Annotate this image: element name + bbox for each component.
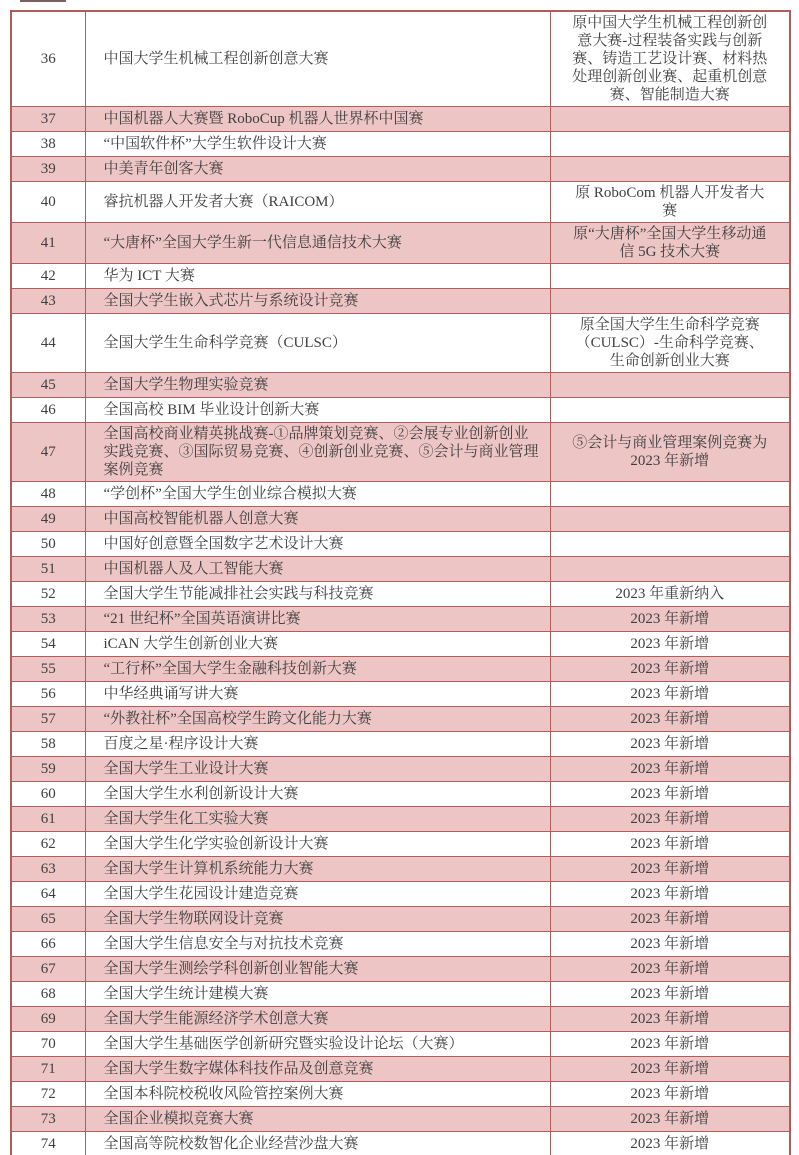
row-note: 2023 年新增 — [550, 607, 790, 632]
row-number: 44 — [11, 314, 85, 373]
table-row — [11, 957, 790, 982]
row-note — [550, 398, 790, 423]
row-note: 2023 年新增 — [550, 1032, 790, 1057]
competition-name: 全国大学生基础医学创新研究暨实验设计论坛（大赛） — [85, 1032, 550, 1057]
row-note: 2023 年新增 — [550, 632, 790, 657]
competition-name: iCAN 大学生创新创业大赛 — [85, 632, 550, 657]
table-body — [11, 11, 790, 1155]
table-row — [11, 582, 790, 607]
table-row — [11, 882, 790, 907]
row-number: 43 — [11, 289, 85, 314]
row-note: 2023 年新增 — [550, 682, 790, 707]
table-row — [11, 423, 790, 482]
competition-name: 全国高等院校数智化企业经营沙盘大赛 — [85, 1132, 550, 1155]
competition-name: 全国高校 BIM 毕业设计创新大赛 — [85, 398, 550, 423]
row-number: 71 — [11, 1057, 85, 1082]
row-number: 69 — [11, 1007, 85, 1032]
row-number: 56 — [11, 682, 85, 707]
table-row — [11, 682, 790, 707]
table-row — [11, 732, 790, 757]
table-row — [11, 107, 790, 132]
row-note: 2023 年重新纳入 — [550, 582, 790, 607]
row-number: 62 — [11, 832, 85, 857]
row-number: 49 — [11, 507, 85, 532]
row-note — [550, 507, 790, 532]
row-number: 53 — [11, 607, 85, 632]
row-number: 65 — [11, 907, 85, 932]
row-number: 74 — [11, 1132, 85, 1155]
row-number: 61 — [11, 807, 85, 832]
competition-name: 华为 ICT 大赛 — [85, 264, 550, 289]
table-row — [11, 532, 790, 557]
row-note: 2023 年新增 — [550, 832, 790, 857]
table-row — [11, 182, 790, 223]
competition-name: 中国好创意暨全国数字艺术设计大赛 — [85, 532, 550, 557]
competition-name: 全国大学生水利创新设计大赛 — [85, 782, 550, 807]
competition-name: 全国大学生工业设计大赛 — [85, 757, 550, 782]
table-row — [11, 632, 790, 657]
competition-name: 全国大学生嵌入式芯片与系统设计竞赛 — [85, 289, 550, 314]
competition-name: 全国高校商业精英挑战赛-①品牌策划竞赛、②会展专业创新创业实践竞赛、③国际贸易竞赛、④创新创业竞赛、⑤会计与商业管理案例竞赛 — [85, 423, 550, 482]
table-row — [11, 1057, 790, 1082]
row-note — [550, 107, 790, 132]
row-number: 45 — [11, 373, 85, 398]
row-note — [550, 532, 790, 557]
competition-name: “工行杯”全国大学生金融科技创新大赛 — [85, 657, 550, 682]
row-number: 59 — [11, 757, 85, 782]
competition-name: 全国大学生物理实验竞赛 — [85, 373, 550, 398]
competition-name: 中国机器人及人工智能大赛 — [85, 557, 550, 582]
table-row — [11, 223, 790, 264]
competition-name: 全国大学生计算机系统能力大赛 — [85, 857, 550, 882]
competition-name: 中美青年创客大赛 — [85, 157, 550, 182]
row-number: 57 — [11, 707, 85, 732]
row-number: 40 — [11, 182, 85, 223]
row-note — [550, 264, 790, 289]
competition-name: 中国高校智能机器人创意大赛 — [85, 507, 550, 532]
row-note: 2023 年新增 — [550, 807, 790, 832]
row-note: 2023 年新增 — [550, 1007, 790, 1032]
table-row — [11, 1007, 790, 1032]
row-number: 63 — [11, 857, 85, 882]
table-row — [11, 132, 790, 157]
row-note: 2023 年新增 — [550, 982, 790, 1007]
row-note — [550, 157, 790, 182]
row-note: 2023 年新增 — [550, 882, 790, 907]
row-number: 64 — [11, 882, 85, 907]
competition-name: 睿抗机器人开发者大赛（RAICOM） — [85, 182, 550, 223]
row-number: 66 — [11, 932, 85, 957]
competition-name: 中国机器人大赛暨 RoboCup 机器人世界杯中国赛 — [85, 107, 550, 132]
competition-name: 中国大学生机械工程创新创意大赛 — [85, 11, 550, 107]
row-number: 47 — [11, 423, 85, 482]
row-note: 2023 年新增 — [550, 1132, 790, 1155]
row-number: 73 — [11, 1107, 85, 1132]
row-number: 60 — [11, 782, 85, 807]
row-number: 54 — [11, 632, 85, 657]
row-number: 55 — [11, 657, 85, 682]
competition-name: “外教社杯”全国高校学生跨文化能力大赛 — [85, 707, 550, 732]
crop-artifact-line — [20, 0, 66, 2]
competition-name: 全国大学生化学实验创新设计大赛 — [85, 832, 550, 857]
row-note: 2023 年新增 — [550, 857, 790, 882]
row-number: 50 — [11, 532, 85, 557]
table-row — [11, 707, 790, 732]
competition-name: 全国大学生生命科学竞赛（CULSC） — [85, 314, 550, 373]
competition-name: 百度之星·程序设计大赛 — [85, 732, 550, 757]
row-note: 2023 年新增 — [550, 657, 790, 682]
row-note: 2023 年新增 — [550, 1107, 790, 1132]
row-note: 2023 年新增 — [550, 1057, 790, 1082]
competition-name: “大唐杯”全国大学生新一代信息通信技术大赛 — [85, 223, 550, 264]
row-number: 38 — [11, 132, 85, 157]
row-number: 39 — [11, 157, 85, 182]
competition-name: 中华经典诵写讲大赛 — [85, 682, 550, 707]
competition-name: 全国企业模拟竞赛大赛 — [85, 1107, 550, 1132]
row-note: 2023 年新增 — [550, 732, 790, 757]
table-row — [11, 807, 790, 832]
row-note — [550, 373, 790, 398]
row-number: 41 — [11, 223, 85, 264]
row-number: 51 — [11, 557, 85, 582]
table-row — [11, 832, 790, 857]
row-note: 2023 年新增 — [550, 932, 790, 957]
competition-name: 全国本科院校税收风险管控案例大赛 — [85, 1082, 550, 1107]
row-note — [550, 132, 790, 157]
row-note: 原“大唐杯”全国大学生移动通信 5G 技术大赛 — [550, 223, 790, 264]
competition-name: “学创杯”全国大学生创业综合模拟大赛 — [85, 482, 550, 507]
row-number: 36 — [11, 11, 85, 107]
table-row — [11, 607, 790, 632]
row-number: 46 — [11, 398, 85, 423]
row-note: 2023 年新增 — [550, 782, 790, 807]
row-note: ⑤会计与商业管理案例竞赛为 2023 年新增 — [550, 423, 790, 482]
row-note: 2023 年新增 — [550, 907, 790, 932]
row-note: 2023 年新增 — [550, 957, 790, 982]
row-note: 原全国大学生生命科学竞赛（CULSC）-生命科学竞赛、生命创新创业大赛 — [550, 314, 790, 373]
row-number: 70 — [11, 1032, 85, 1057]
competition-name: “21 世纪杯”全国英语演讲比赛 — [85, 607, 550, 632]
row-note: 2023 年新增 — [550, 707, 790, 732]
table-row — [11, 982, 790, 1007]
table-row — [11, 1107, 790, 1132]
row-note — [550, 557, 790, 582]
competition-name: 全国大学生节能减排社会实践与科技竞赛 — [85, 582, 550, 607]
table-row — [11, 482, 790, 507]
row-number: 58 — [11, 732, 85, 757]
row-number: 48 — [11, 482, 85, 507]
row-note: 原 RoboCom 机器人开发者大赛 — [550, 182, 790, 223]
table-row — [11, 1132, 790, 1155]
competition-name: 全国大学生花园设计建造竞赛 — [85, 882, 550, 907]
row-note: 2023 年新增 — [550, 1082, 790, 1107]
table-row — [11, 857, 790, 882]
competition-name: 全国大学生测绘学科创新创业智能大赛 — [85, 957, 550, 982]
table-row — [11, 157, 790, 182]
table-row — [11, 782, 790, 807]
row-number: 72 — [11, 1082, 85, 1107]
row-number: 68 — [11, 982, 85, 1007]
row-note — [550, 289, 790, 314]
table-row — [11, 11, 790, 107]
row-note: 2023 年新增 — [550, 757, 790, 782]
competition-name: 全国大学生数字媒体科技作品及创意竞赛 — [85, 1057, 550, 1082]
table-row — [11, 907, 790, 932]
row-number: 67 — [11, 957, 85, 982]
table-row — [11, 657, 790, 682]
table-row — [11, 557, 790, 582]
competition-name: 全国大学生信息安全与对抗技术竞赛 — [85, 932, 550, 957]
row-note — [550, 482, 790, 507]
table-row — [11, 314, 790, 373]
table-row — [11, 289, 790, 314]
table-row — [11, 373, 790, 398]
competition-table — [10, 10, 791, 1155]
table-row — [11, 757, 790, 782]
table-row — [11, 1082, 790, 1107]
row-number: 37 — [11, 107, 85, 132]
table-row — [11, 507, 790, 532]
table-row — [11, 264, 790, 289]
competition-name: “中国软件杯”大学生软件设计大赛 — [85, 132, 550, 157]
table-row — [11, 932, 790, 957]
competition-name: 全国大学生统计建模大赛 — [85, 982, 550, 1007]
table-row — [11, 398, 790, 423]
row-number: 52 — [11, 582, 85, 607]
competition-name: 全国大学生物联网设计竞赛 — [85, 907, 550, 932]
table-row — [11, 1032, 790, 1057]
row-note: 原中国大学生机械工程创新创意大赛-过程装备实践与创新赛、铸造工艺设计赛、材料热处理创新创业赛、起重机创意赛、智能制造大赛 — [550, 11, 790, 107]
competition-name: 全国大学生能源经济学术创意大赛 — [85, 1007, 550, 1032]
row-number: 42 — [11, 264, 85, 289]
competition-name: 全国大学生化工实验大赛 — [85, 807, 550, 832]
